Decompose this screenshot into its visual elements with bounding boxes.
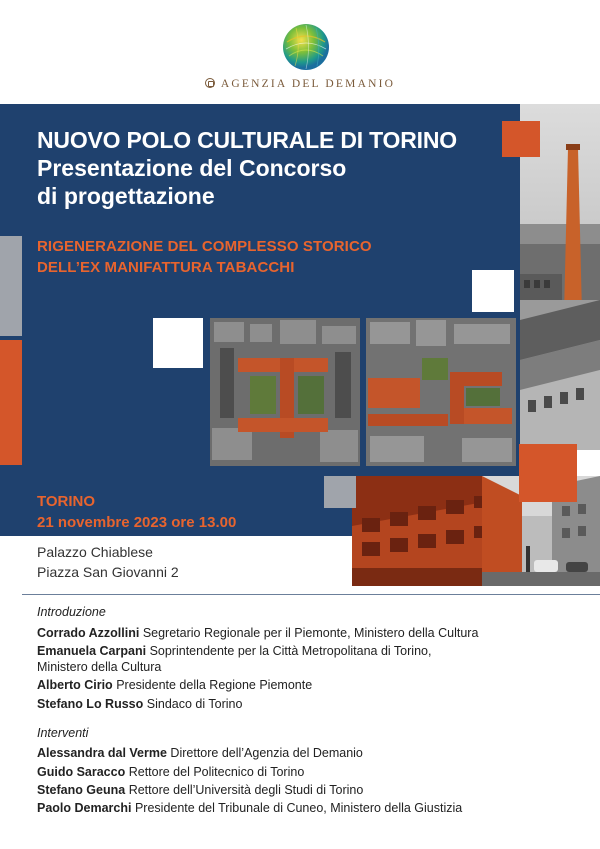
speaker-row: Paolo Demarchi Presidente del Tribunale di Cuneo, Ministero della Giustizia — [37, 801, 463, 815]
decor-square-orange — [502, 121, 540, 157]
agency-name: AGENZIA DEL DEMANIO — [0, 78, 600, 90]
speaker-row: Corrado Azzollini Segretario Regionale per il Piemonte, Ministero della Cultura — [37, 626, 479, 640]
section-label-intro: Introduzione — [37, 605, 106, 619]
event-datetime: 21 novembre 2023 ore 13.00 — [37, 514, 237, 531]
speaker-row: Stefano Lo Russo Sindaco di Torino — [37, 697, 243, 711]
republic-emblem-icon — [205, 78, 215, 88]
decor-square-orange — [519, 444, 577, 502]
decor-bar-orange — [0, 340, 22, 465]
divider — [22, 594, 600, 595]
decor-square-gray — [324, 476, 356, 508]
decor-bar-gray — [0, 236, 22, 336]
decor-square-white — [472, 270, 514, 312]
speaker-row: Alberto Cirio Presidente della Regione Piemonte — [37, 678, 313, 692]
event-venue: Palazzo Chiablese Piazza San Giovanni 2 — [37, 544, 179, 580]
speaker-row: Alessandra dal Verme Direttore dell’Agenzia del Demanio — [37, 746, 363, 760]
event-city: TORINO — [37, 493, 96, 510]
speaker-row: Stefano Geuna Rettore dell’Università degli Studi di Torino — [37, 783, 364, 797]
agency-globe-logo — [281, 22, 331, 72]
photo-aerial-2 — [366, 318, 516, 466]
event-subtitle: RIGENERAZIONE DEL COMPLESSO STORICO DELL’EX MANIFATTURA TABACCHI — [37, 238, 372, 276]
photo-factory-roof — [520, 300, 600, 450]
photo-aerial-1 — [210, 318, 360, 466]
section-label-talks: Interventi — [37, 726, 89, 740]
speaker-row: Guido Saracco Rettore del Politecnico di Torino — [37, 765, 305, 779]
decor-square-white — [153, 318, 203, 368]
event-title: NUOVO POLO CULTURALE DI TORINO Presentazione del Concorso di progettazione — [37, 127, 457, 209]
speaker-row: Emanuela Carpani Soprintendente per la Città Metropolitana di Torino, Ministero della Cultura — [37, 644, 432, 674]
header — [0, 0, 600, 100]
